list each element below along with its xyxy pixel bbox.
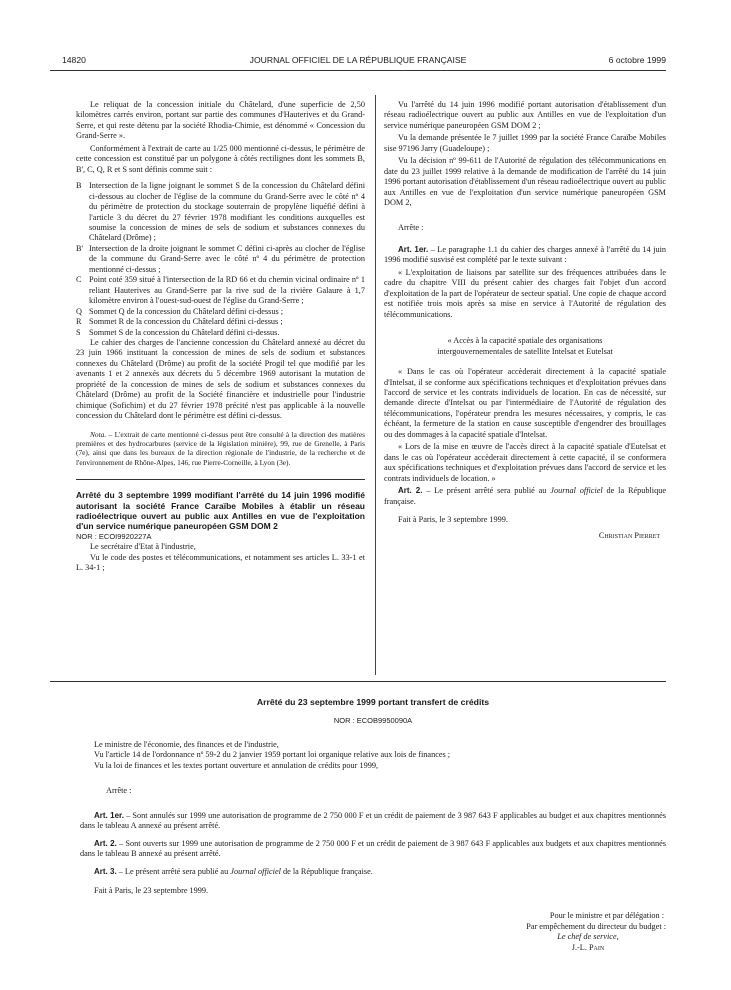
paragraph: Le reliquat de la concession initiale du Châtelard, d'une superficie de 2,50 kilomètres carrés environ, portant sur partie des communes d'Hauterives et du Grand-Serre, et qui reste détenu par la société Rhodia-Chimie, est dénommé « Concession du Grand-Serre ». xyxy=(76,100,365,141)
article-2: Art. 2. – Le présent arrêté sera publié au Journal officiel de la République française. xyxy=(384,486,666,506)
list-item: Q Sommet Q de la concession du Châtelard défini ci-dessus ; xyxy=(76,306,284,316)
signature-line: Pour le ministre et par délégation : xyxy=(549,911,664,920)
paragraph: Vu la loi de finances et les textes portant ouverture et annulation de crédits pour 1999, xyxy=(94,760,379,770)
paragraph: Vu l'article 14 de l'ordonnance nº 59-2 du 2 janvier 1959 portant loi organique relative aux lois de finances ; xyxy=(94,750,451,760)
header-rule xyxy=(50,70,666,71)
quote-heading: intergouvernementales de satellite Intelsat et Eutelsat xyxy=(437,346,613,356)
article-1: Art. 1er. – Le paragraphe 1.1 du cahier des charges annexé à l'arrêté du 14 juin 1996 modifié susvisé est complété par le texte suivant : xyxy=(384,244,666,265)
signature: Christian Pierret xyxy=(598,531,660,541)
paragraph: Vu la décision nº 99-611 de l'Autorité de régulation des télécommunications en date du 23 juillet 1999 relative à la demande de modification de l'arrêté du 14 juin 1996 portant autorisation d'établissement d'un réseau radioélectrique ouvert au public aux Antilles en vue de l'exploitation d'un service numérique paneuropéen GSM DOM 2, xyxy=(384,156,666,208)
list-item: C Point coté 359 situé à l'intersection de la RD 66 et du chemin vicinal ordinaire nº 1 reliant Hauterives au Grand-Serre par la rive sud de la rivière Galaure à 1,7 kilomètre environ à l'ouest-sud-ouest de l'église du Grand-Serre ; xyxy=(76,275,365,306)
article-3: Art. 3. – Le présent arrêté sera publié au Journal officiel de la République française. xyxy=(94,866,373,876)
signature-line: Par empêchement du directeur du budget : xyxy=(526,921,666,931)
quote-paragraph: « Dans le cas où l'opérateur accèderait directement à la capacité spatiale d'Intelsat, il se conforme aux spécifications techniques et d'exploitation prévues dans l'accord de service et les contrats individuels de location. En cas de nécessité, sur demande directe d'Intelsat ou par l'intermédiaire de l'Autorité de régulation des télécommunications, l'opérateur prendra les mesures nécessaires, y compris, le cas échéant, la fermeture de la station en cause susceptible d'engendrer des brouillages ou des dommages à la capacité spatiale d'Intelsat. xyxy=(384,367,666,439)
paragraph: Conformément à l'extrait de carte au 1/25 000 mentionné ci-dessus, le périmètre de cette concession est constitué par un polygone à côtés rectilignes dont les sommets B, B', C, Q, R et S sont définis comme suit : xyxy=(76,143,365,174)
quote-paragraph: « L'exploitation de liaisons par satellite sur des fréquences attribuées dans le cadre du chapitre VIII du présent cahier des charges fait l'objet d'un accord d'exploitation de la part de l'opérateur de secteur spatial. Une copie de chaque accord est notifiée trois mois après sa mise en service à l'Autorité de régulation des télécommunications. xyxy=(384,267,666,319)
journal-title: JOURNAL OFFICIEL DE LA RÉPUBLIQUE FRANÇAISE xyxy=(249,55,467,65)
signature-line: Le chef de service, xyxy=(557,932,619,942)
list-item: R Sommet R de la concession du Châtelard défini ci-dessus ; xyxy=(76,317,283,327)
right-column xyxy=(384,100,666,542)
place-date: Fait à Paris, le 3 septembre 1999. xyxy=(398,514,508,524)
left-column xyxy=(76,100,365,574)
decree-title: Arrêté du 23 septembre 1999 portant transfert de crédits xyxy=(256,697,490,707)
signature-block xyxy=(480,911,666,953)
paragraph: Vu la demande présentée le 7 juillet 1999 par la société France Caraïbe Mobiles sise 97196 Jarry (Guadeloupe) ; xyxy=(384,133,666,153)
article-2: Art. 2. – Sont ouverts sur 1999 une autorisation de programme de 2 750 000 F et un crédit de paiement de 3 987 643 F applicables aux budgets et aux chapitres mentionnés dans le tableau B annexé au présent arrêté. xyxy=(80,838,667,859)
decision-word: Arrête : xyxy=(106,786,132,796)
vertex-list xyxy=(76,181,365,338)
second-decree-body xyxy=(80,740,666,897)
quote-heading: « Accès à la capacité spatiale des organisations xyxy=(447,336,603,346)
nor-reference: NOR : ECOI9920227A xyxy=(76,531,152,541)
page-number: 14820 xyxy=(62,55,86,65)
signature-name: J.-L. Pain xyxy=(571,942,605,952)
decree-title: Arrêté du 3 septembre 1999 modifiant l'arrêté du 14 juin 1996 modifié autorisant la société France Caraïbe Mobiles à établir un réseau radioélectrique ouvert au public aux Antilles en vue de l'exploitation d'un service numérique paneuropéen GSM DOM 2 xyxy=(76,490,365,532)
article-1: Art. 1er. – Sont annulés sur 1999 une autorisation de programme de 2 750 000 F et un crédit de paiement de 3 987 643 F applicables au budget et aux chapitres mentionnés dans le tableau A annexé au présent arrêté. xyxy=(80,810,666,831)
footnote: Nota. – L'extrait de carte mentionné ci-dessus peut être consulté à la direction des matières premières et des hydrocarbures (service de la législation minière), 99, rue de Grenelle, à Paris (7e), ainsi que dans les bureaux de la direction régionale de l'industrie, de la recherche et de l'environnement de Rhône-Alpes, 146, rue Pierre-Corneille, à Lyon (3e). xyxy=(76,429,365,467)
paragraph: Vu l'arrêté du 14 juin 1996 modifié portant autorisation d'établissement d'un réseau radioélectrique ouvert au public aux Antilles en vue de l'exploitation d'un service numérique paneuropéen GSM DOM 2 ; xyxy=(384,100,666,130)
quote-paragraph: « Lors de la mise en œuvre de l'accès direct à la capacité spatiale d'Eutelsat et dans le cas où l'opérateur accèderait directement à cette capacité, il se conformera aux spécifications techniques et d'exploitation prévues dans l'accord de service et les contrats individuels de location. » xyxy=(384,442,666,483)
column-divider xyxy=(375,95,376,675)
section-rule xyxy=(76,479,365,480)
list-item: B Intersection de la ligne joignant le sommet S de la concession du Châtelard défini ci-dessous au clocher de l'église de la commune du Grand-Serre avec le côté nº 4 du périmètre de protection du stockage souterrain de propylène liquéfié défini à l'article 3 du décret du 27 février 1978 modifiant les conditions auxquelles est soumise la concession de mines de sels de sodium et substances connexes du Châtelard (Drôme) ; xyxy=(76,181,365,243)
paragraph: Le ministre de l'économie, des finances et de l'industrie, xyxy=(94,740,279,749)
paragraph: Le cahier des charges de l'ancienne concession du Châtelard annexé au décret du 23 juin 1966 instituant la concession de mines de sels de sodium et substances connexes du Châtelard (Drôme) au profit de la société Progil tel que modifié par les avenants 1 et 2 annexés aux décrets du 5 décembre 1969 autorisant la mutation de propriété de la concession de mines de sels de sodium et substances connexes du Châtelard (Drôme) au profit de la Société financière et industrielle pour l'industrie chimique (Sofichim) et du 27 février 1978 précité n'est pas applicable à la nouvelle concession du Châtelard dont le périmètre est défini ci-dessus. xyxy=(76,337,365,421)
section-rule xyxy=(50,681,666,682)
place-date: Fait à Paris, le 23 septembre 1999. xyxy=(94,886,209,896)
decision-word: Arrête : xyxy=(398,222,424,232)
paragraph: Vu le code des postes et télécommunications, et notamment ses articles L. 33-1 et L. 34-1 ; xyxy=(76,552,365,573)
nor-reference: NOR : ECOB9950090A xyxy=(333,716,413,725)
paragraph: Le secrétaire d'Etat à l'industrie, xyxy=(90,542,196,552)
issue-date: 6 octobre 1999 xyxy=(608,55,666,65)
list-item: B' Intersection de la droite joignant le sommet C défini ci-après au clocher de l'église de la commune du Grand-Serre avec le côté nº 4 du périmètre de protection mentionné ci-dessus ; xyxy=(76,243,365,274)
list-item: S Sommet S de la concession du Châtelard défini ci-dessus. xyxy=(76,327,280,337)
page-header xyxy=(50,55,666,69)
